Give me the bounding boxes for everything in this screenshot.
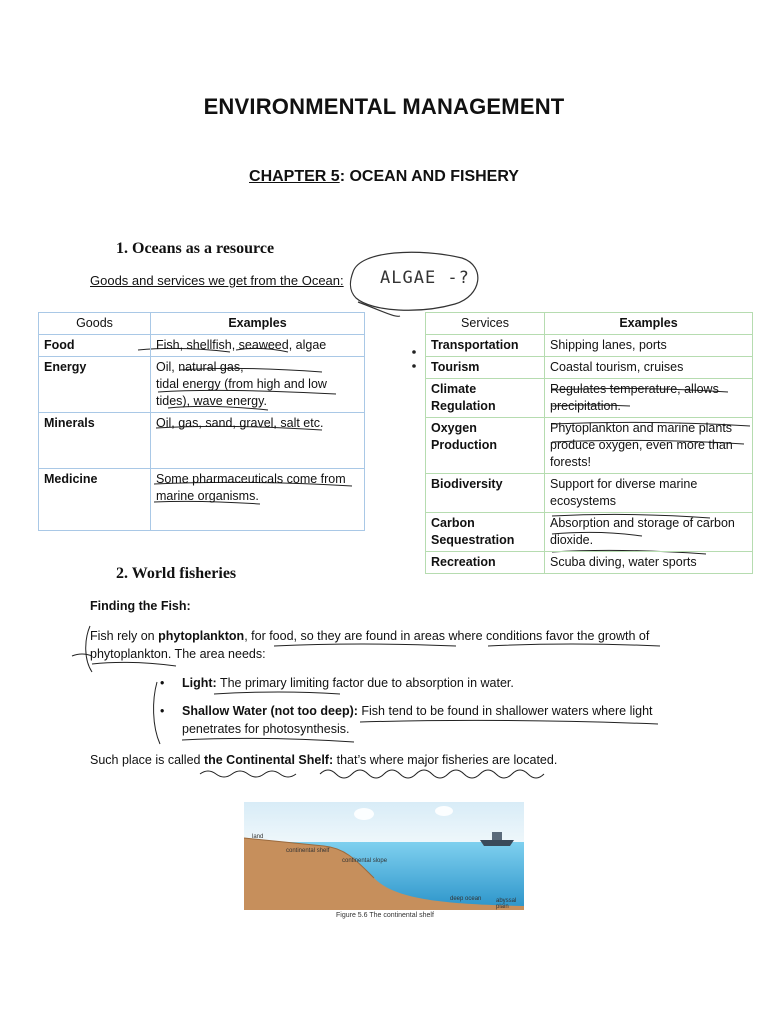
table-header-row bbox=[426, 313, 753, 335]
row-label: Medicine bbox=[39, 469, 151, 531]
sentence-bold-term: the Continental Shelf: bbox=[203, 753, 334, 767]
table-row bbox=[426, 418, 753, 474]
table-row bbox=[426, 552, 753, 574]
table-row bbox=[39, 335, 365, 357]
table-row bbox=[39, 413, 365, 469]
chapter-title: : OCEAN AND FISHERY bbox=[339, 168, 519, 185]
section-heading-fisheries: 2. World fisheries bbox=[116, 565, 237, 582]
services-table bbox=[425, 312, 753, 574]
needs-list bbox=[156, 674, 676, 738]
goods-header: Goods bbox=[39, 313, 151, 335]
section-heading-oceans: 1. Oceans as a resource bbox=[116, 240, 275, 257]
table-header-row bbox=[39, 313, 365, 335]
table-row bbox=[426, 474, 753, 513]
goods-table bbox=[38, 312, 365, 531]
row-example: Scuba diving, water sports bbox=[545, 552, 753, 574]
examples-header: Examples bbox=[545, 313, 753, 335]
handwritten-algae-note: ALGAE -? bbox=[380, 268, 470, 288]
finding-fish-heading: Finding the Fish: bbox=[90, 599, 191, 613]
row-label: Climate Regulation bbox=[426, 379, 545, 418]
sentence-text: Such place is called bbox=[90, 753, 204, 767]
row-label: Food bbox=[39, 335, 151, 357]
services-header: Services bbox=[426, 313, 545, 335]
shelf-illustration bbox=[244, 802, 524, 910]
table-row bbox=[39, 357, 365, 413]
continental-shelf-figure bbox=[244, 802, 524, 910]
row-label: Minerals bbox=[39, 413, 151, 469]
row-example: Absorption and storage of carbon dioxide. bbox=[545, 513, 753, 552]
row-example: Support for diverse marine ecosystems bbox=[545, 474, 753, 513]
row-label: Transportation bbox=[426, 335, 545, 357]
row-label: Biodiversity bbox=[426, 474, 545, 513]
row-example: Shipping lanes, ports bbox=[545, 335, 753, 357]
para-text: , for food, so they are found in areas where conditions favor the growth of phytoplankton. The area needs: bbox=[90, 629, 650, 661]
chapter-label: CHAPTER 5 bbox=[249, 168, 340, 185]
row-example: Fish, shellfish, seaweed, algae bbox=[151, 335, 365, 357]
examples-header: Examples bbox=[151, 313, 365, 335]
figure-caption: Figure 5.6 The continental shelf bbox=[336, 912, 434, 919]
table-row bbox=[426, 357, 753, 379]
document-title: ENVIRONMENTAL MANAGEMENT bbox=[203, 94, 565, 119]
sentence-text: that’s where major fisheries are located. bbox=[333, 753, 558, 767]
row-example: Coastal tourism, cruises bbox=[545, 357, 753, 379]
fig-label-land: land bbox=[252, 834, 264, 840]
para-text: Fish rely on bbox=[90, 629, 159, 643]
list-item-text: The primary limiting factor due to absorption in water. bbox=[216, 676, 514, 690]
fig-label-slope: continental slope bbox=[342, 858, 388, 864]
intro-underlined: Goods and services we get from the Ocean: bbox=[90, 273, 344, 288]
row-example: Some pharmaceuticals come from marine organisms. bbox=[151, 469, 365, 531]
table-row bbox=[39, 469, 365, 531]
row-example: Oil, natural gas, tidal energy (from high and low tides), wave energy. bbox=[151, 357, 365, 413]
fig-label-abyssal: abyssal plain bbox=[496, 898, 517, 910]
row-example: Regulates temperature, allows precipitation. bbox=[545, 379, 753, 418]
row-example: Oil, gas, sand, gravel, salt etc. bbox=[151, 413, 365, 469]
table-row bbox=[426, 379, 753, 418]
row-label: Carbon Sequestration bbox=[426, 513, 545, 552]
list-item-label: Light: bbox=[182, 676, 217, 690]
para-bold-term: phytoplankton bbox=[158, 629, 245, 643]
list-item-text: Fish tend to be found in shallower waters where light penetrates for photosynthesis. bbox=[182, 704, 653, 736]
list-item-label: Shallow Water (not too deep): bbox=[182, 704, 358, 718]
row-label: Recreation bbox=[426, 552, 545, 574]
continental-shelf-sentence bbox=[90, 751, 557, 769]
fig-label-deep: deep ocean bbox=[450, 896, 482, 902]
list-item bbox=[156, 674, 676, 692]
fig-label-shelf: continental shelf bbox=[286, 848, 330, 854]
row-label: Tourism bbox=[426, 357, 545, 379]
list-item bbox=[156, 702, 676, 738]
row-example: Phytoplankton and marine plants produce oxygen, even more than forests! bbox=[545, 418, 753, 474]
table-row bbox=[426, 335, 753, 357]
row-label: Oxygen Production bbox=[426, 418, 545, 474]
row-label: Energy bbox=[39, 357, 151, 413]
fish-paragraph bbox=[90, 627, 680, 663]
table-row bbox=[426, 513, 753, 552]
